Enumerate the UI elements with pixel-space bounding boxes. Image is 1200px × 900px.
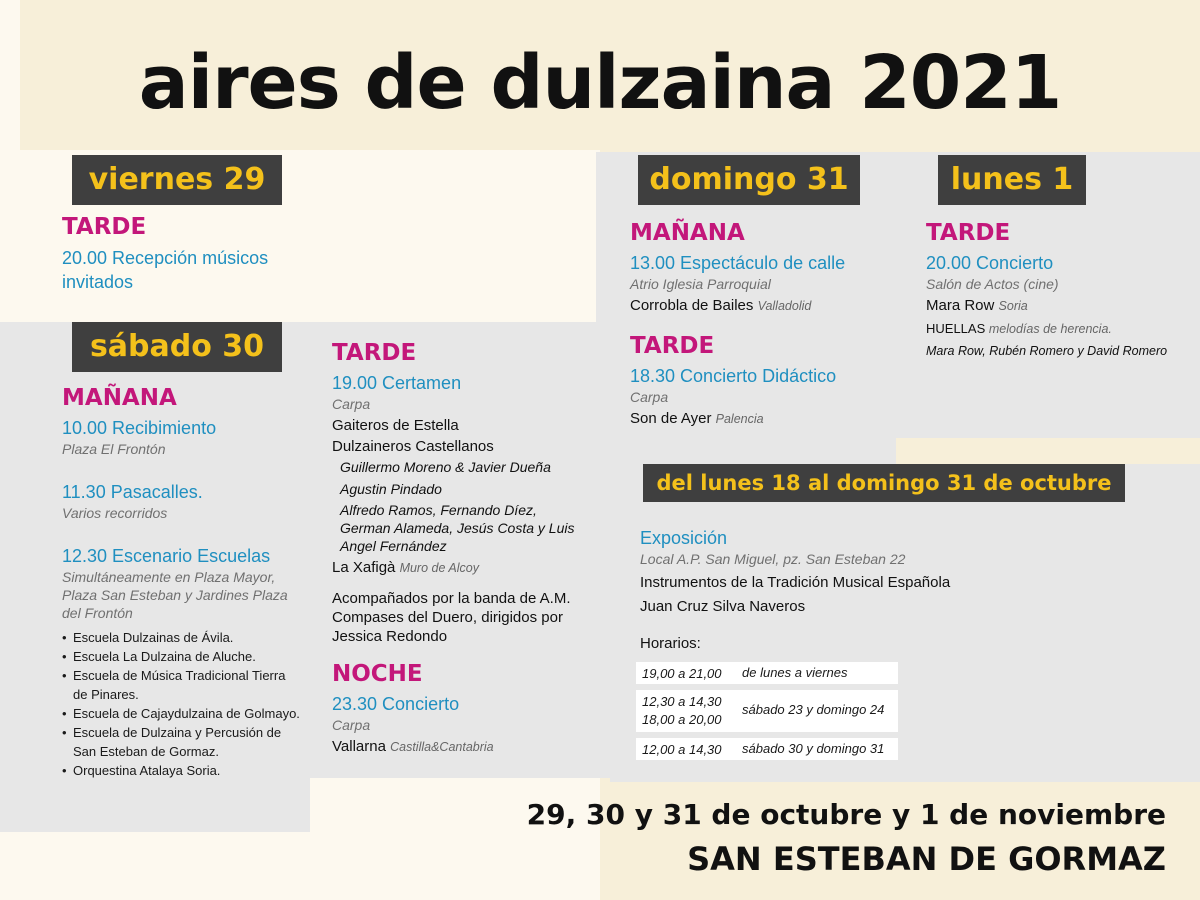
lunes-tarde-events <box>926 251 1190 361</box>
list-item: • Escuela La Dulzaina de Aluche. <box>62 647 302 666</box>
names-3: Alfredo Ramos, Fernando Díez, German Alameda, Jesús Costa y Luis Angel Fernández <box>340 502 575 554</box>
group-corrobla <box>630 295 890 317</box>
session-domingo-tarde: TARDE <box>630 333 715 359</box>
sabado-manana-events <box>62 416 302 780</box>
group-corrobla-origin: Valladolid <box>757 299 812 313</box>
group-xafiga-name: La Xafigà <box>332 559 396 576</box>
show-huellas <box>926 318 1190 340</box>
horario-1-days: de lunes a viernes <box>742 665 848 680</box>
horario-3-time: 12,00 a 14,30 <box>642 742 722 757</box>
group-mara-row-name: Mara Row <box>926 297 995 314</box>
event-concierto-lunes: 20.00 Concierto <box>926 253 1054 273</box>
names-2: Agustin Pindado <box>340 481 442 497</box>
day-header-viernes: viernes 29 <box>72 155 282 205</box>
event-pasacalles: 11.30 Pasacalles. <box>62 482 203 502</box>
show-credits: Mara Row, Rubén Romero y David Romero <box>926 344 1168 358</box>
event-recibimiento: 10.00 Recibimiento <box>62 418 217 438</box>
session-lunes-tarde: TARDE <box>926 220 1011 246</box>
group-corrobla-name: Corrobla de Bailes <box>630 297 754 314</box>
event-viernes-recepcion: 20.00 Recepción músicos invitados <box>62 248 269 292</box>
horario-2-time2: 18,00 a 20,00 <box>642 712 722 727</box>
day-header-lunes: lunes 1 <box>938 155 1086 205</box>
event-espectaculo: 13.00 Espectáculo de calle <box>630 253 846 273</box>
show-huellas-sub: melodías de herencia. <box>988 322 1112 336</box>
session-sabado-manana: MAÑANA <box>62 385 177 411</box>
expo-line1: Instrumentos de la Tradición Musical Española <box>640 574 951 591</box>
event-concierto-noche: 23.30 Concierto <box>332 694 460 714</box>
group-dulzaineros: Dulzaineros Castellanos <box>332 438 494 455</box>
horario-1-time: 19,00 a 21,00 <box>642 666 722 681</box>
footer-dates: 29, 30 y 31 de octubre y 1 de noviembre <box>526 798 1166 831</box>
horarios-label: Horarios: <box>640 635 701 652</box>
group-son-de-ayer <box>630 408 890 430</box>
place-certamen: Carpa <box>332 396 371 412</box>
group-mara-row-origin: Soria <box>998 299 1028 313</box>
group-mara-row <box>926 295 1190 317</box>
session-domingo-manana: MAÑANA <box>630 220 745 246</box>
place-recibimiento: Plaza El Frontón <box>62 441 166 457</box>
day-header-sabado: sábado 30 <box>72 322 282 372</box>
page-title: aires de dulzaina 2021 <box>138 40 1062 126</box>
group-vallarna-name: Vallarna <box>332 738 386 755</box>
horario-2-time: 12,30 a 14,30 <box>642 694 722 709</box>
expo-line2: Juan Cruz Silva Naveros <box>640 598 806 615</box>
expo-details <box>640 526 1160 654</box>
domingo-tarde-events <box>630 364 890 430</box>
session-sabado-noche: NOCHE <box>332 661 423 687</box>
expo-title: Exposición <box>640 528 728 548</box>
banda-note: Acompañados por la banda de A.M. Compases del Duero, dirigidos por Jessica Redondo <box>332 590 571 645</box>
list-item: • Orquestina Atalaya Soria. <box>62 761 302 780</box>
group-son-de-ayer-origin: Palencia <box>715 412 764 426</box>
expo-place: Local A.P. San Miguel, pz. San Esteban 22 <box>640 551 906 567</box>
event-certamen: 19.00 Certamen <box>332 373 462 393</box>
day-header-domingo: domingo 31 <box>638 155 860 205</box>
group-xafiga <box>332 557 592 579</box>
horario-3-days: sábado 30 y domingo 31 <box>742 741 885 756</box>
domingo-manana-events <box>630 251 890 317</box>
place-pasacalles: Varios recorridos <box>62 505 168 521</box>
list-item: • Escuela de Música Tradicional Tierra de Pinares. <box>62 666 302 704</box>
list-item: • Escuela de Dulzaina y Percusión de San Esteban de Gormaz. <box>62 723 302 761</box>
group-xafiga-origin: Muro de Alcoy <box>399 561 479 575</box>
horario-row-2 <box>636 690 898 732</box>
event-didactico: 18.30 Concierto Didáctico <box>630 366 837 386</box>
session-sabado-tarde: TARDE <box>332 340 417 366</box>
footer-place: SAN ESTEBAN DE GORMAZ <box>687 840 1166 878</box>
place-didactico: Carpa <box>630 389 669 405</box>
horario-2-days: sábado 23 y domingo 24 <box>742 702 885 717</box>
group-vallarna-origin: Castilla&Cantabria <box>390 740 494 754</box>
horario-row-3 <box>636 738 898 760</box>
group-vallarna <box>332 736 592 758</box>
schools-list <box>62 628 302 780</box>
horario-row-1 <box>636 662 898 684</box>
show-huellas-name: HUELLAS <box>926 321 986 336</box>
group-son-de-ayer-name: Son de Ayer <box>630 410 712 427</box>
place-escenario-escuelas: Simultáneamente en Plaza Mayor, Plaza San Esteban y Jardines Plaza del Frontón <box>62 569 288 621</box>
list-item: • Escuela de Cajaydulzaina de Golmayo. <box>62 704 302 723</box>
sabado-noche-events <box>332 692 592 758</box>
group-gaiteros: Gaiteros de Estella <box>332 417 459 434</box>
sabado-tarde-events <box>332 371 592 646</box>
expo-header: del lunes 18 al domingo 31 de octubre <box>643 464 1125 502</box>
event-escenario-escuelas: 12.30 Escenario Escuelas <box>62 546 271 566</box>
list-item: • Escuela Dulzainas de Ávila. <box>62 628 302 647</box>
place-concierto-noche: Carpa <box>332 717 371 733</box>
place-espectaculo: Atrio Iglesia Parroquial <box>630 276 771 292</box>
session-viernes-tarde: TARDE <box>62 214 147 240</box>
names-1: Guillermo Moreno & Javier Dueña <box>340 459 551 475</box>
place-concierto-lunes: Salón de Actos (cine) <box>926 276 1059 292</box>
